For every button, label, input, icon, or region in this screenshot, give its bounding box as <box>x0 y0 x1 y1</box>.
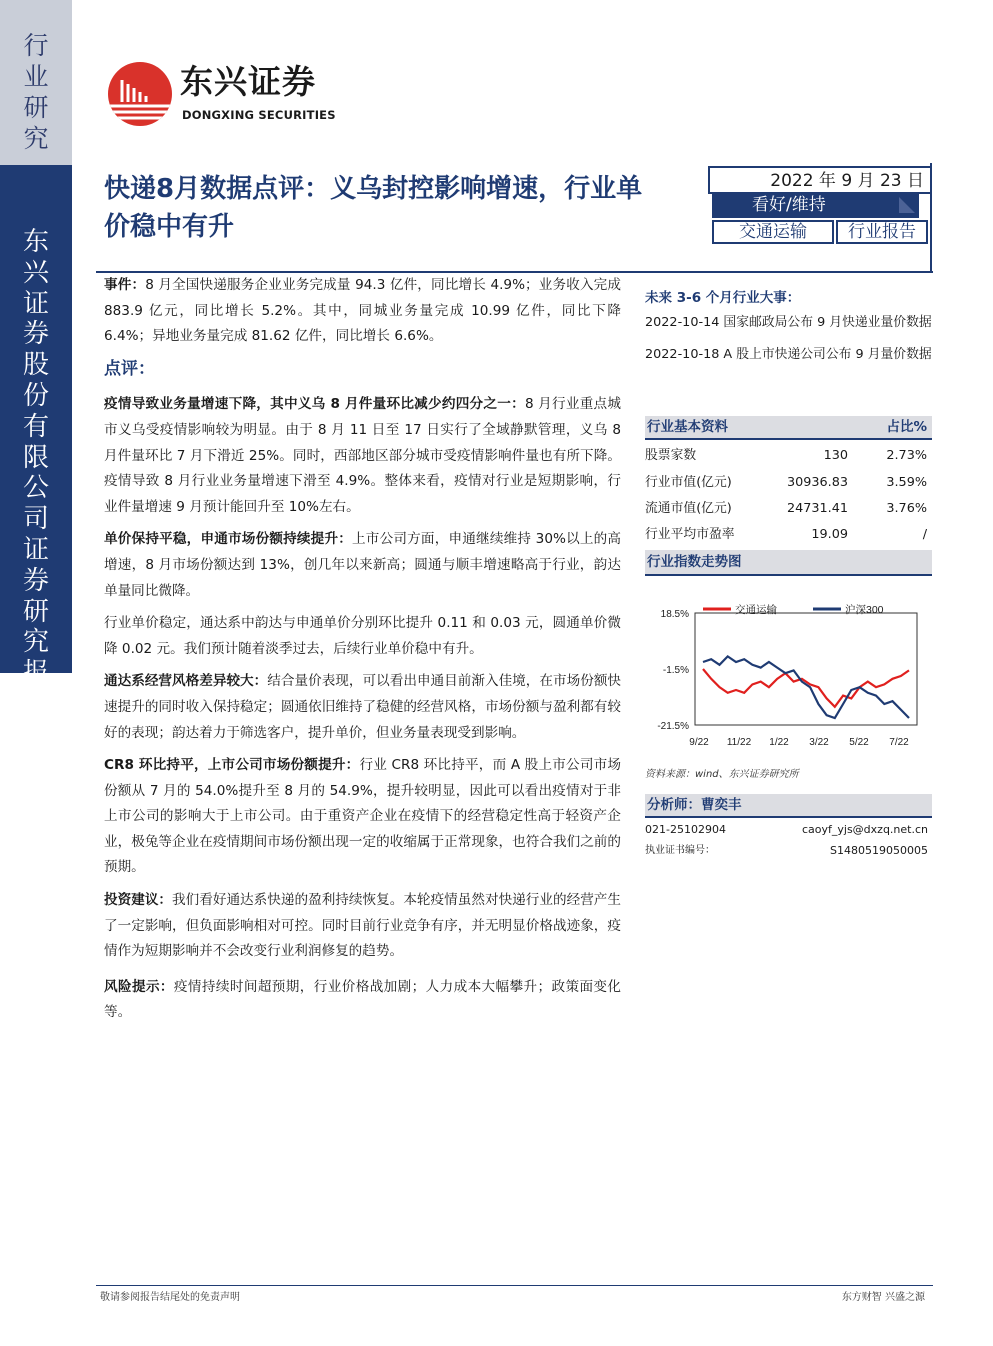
cert-number: S1480519050005 <box>830 844 928 857</box>
source-note: 资料来源：wind、东兴证券研究所 <box>645 769 799 780</box>
plot-area <box>695 613 917 725</box>
index-chart <box>645 585 932 760</box>
x-tick-label: 3/22 <box>809 737 829 748</box>
basic-info-header <box>645 416 932 440</box>
corner-triangle-icon <box>899 197 915 213</box>
report-date: 2022 年 9 月 23 日 <box>708 166 930 194</box>
paragraph: 风险提示：疫情持续时间超预期，行业价格战加剧；人力成本大幅攀升；政策面变化等。 <box>104 978 622 1021</box>
logo-icon <box>108 62 172 126</box>
analyst-phone: 021-25102904 <box>645 823 726 836</box>
legend-label: 沪深300 <box>845 604 884 616</box>
tag-type: 行业报告 <box>836 220 928 244</box>
footer-slogan: 东方财智 兴盛之源 <box>841 1292 925 1303</box>
x-tick-label: 11/22 <box>726 737 752 748</box>
logo-name: 东兴证券 <box>180 62 316 101</box>
rating-label: 看好/维持 <box>752 195 826 215</box>
analyst-header: 分析师：曹奕丰 <box>645 794 932 818</box>
y-tick-label: -1.5% <box>662 665 689 676</box>
x-tick-label: 5/22 <box>849 737 869 748</box>
date-rating-box <box>708 163 932 273</box>
paragraph: 疫情导致业务量增速下降，其中义乌 8 月件量环比减少约四分之一：8 月行业重点城市义乌受疫情影响较为明显。由于 8 月 11 日至 17 日实行了全域静默管理，义乌 8 月件量环比 7 月下滑近 25%。同时，西部地区部分城市受疫情影响件量也有所下降。疫情导致 8 月行业业务量增速下滑至 4.9%。整体来看，疫情对行业是短期影响，行业件量增速 9 月预计能回升至 10%左右。 <box>104 396 621 515</box>
sidebar-main-label: 东兴证券股份有限公司证券研究报告 <box>22 227 49 719</box>
events-section <box>645 290 932 368</box>
paragraph: 投资建议：我们看好通达系快递的盈利持续恢复。本轮疫情虽然对快递行业的经营产生了一定影响，但负面影响相对可控。同时目前行业竞争有序，并无明显价格战迹象，疫情作为短期影响并不会改变行业利润修复的趋势。 <box>104 892 622 960</box>
main-body <box>104 272 621 1033</box>
x-tick-label: 1/22 <box>769 737 789 748</box>
event-paragraph: 事件：8 月全国快递服务企业业务完成量 94.3 亿件，同比增长 4.9%；业务收入完成 883.9 亿元，同比增长 5.2%。其中，同城业务量完成 10.99 亿件，同比下降 6.4%；异地业务量完成 81.62 亿件，同比增长 6.6%。 <box>104 277 622 345</box>
x-tick-label: 9/22 <box>689 737 709 748</box>
index-chart-header: 行业指数走势图 <box>645 550 932 576</box>
paragraph: CR8 环比持平，上市公司市场份额提升：行业 CR8 环比持平，而 A 股上市公司市场份额从 7 月的 54.0%提升至 8 月的 54.9%，提升较明显，因此可以看出疫情对于非上市公司的影响大于上市公司。由于重资产企业在疫情下的经营稳定性高于轻资产企业，极兔等企业在疫情期间市场份额出现一定的收缩属于正常现象，也符合我们之前的预期。 <box>104 757 621 876</box>
x-tick-label: 7/22 <box>889 737 909 748</box>
table-row: 流通市值(亿元) 24731.41 3.76% <box>645 501 927 516</box>
tag-industry: 交通运输 <box>712 220 834 244</box>
footer-divider <box>96 1285 933 1286</box>
legend-label: 交通运输 <box>735 604 777 616</box>
rating-badge <box>712 193 919 218</box>
event-item: 2022-10-18 A 股上市快递公司公布 9 月量价数据 <box>645 347 932 362</box>
table-row: 股票家数 130 2.73% <box>645 448 927 463</box>
footer-disclaimer: 敬请参阅报告结尾处的免责声明 <box>100 1292 240 1303</box>
paragraph: 单价保持平稳，申通市场份额持续提升：上市公司方面，申通继续维持 30%以上的高增速，8 月市场份额达到 13%，创几年以来新高；圆通与顺丰增速略高于行业，韵达单量同比微降。 <box>104 531 621 599</box>
comment-heading: 点评： <box>104 358 155 379</box>
sidebar-main <box>0 165 72 719</box>
logo-name-en: DONGXING SECURITIES <box>182 108 336 122</box>
table-row: 行业市值(亿元) 30936.83 3.59% <box>645 475 927 490</box>
basic-info-title: 行业基本资料 <box>647 419 728 435</box>
y-tick-label: 18.5% <box>660 609 689 620</box>
event-item: 2022-10-14 国家邮政局公布 9 月快递业量价数据 <box>645 315 932 330</box>
table-row: 行业平均市盈率 19.09 / <box>645 527 927 542</box>
report-title: 快递8月数据点评：义乌封控影响增速，行业单价稳中有升 <box>104 174 643 242</box>
paragraph: 通达系经营风格差异较大：结合量价表现，可以看出申通目前渐入佳境，在市场份额快速提升的同时收入保持稳定；圆通依旧维持了稳健的经营风格，市场份额与盈利都有较好的表现；韵达着力于筛选客户，提升单价，但业务量表现受到影响。 <box>104 673 622 741</box>
analyst-email[interactable]: caoyf_yjs@dxzq.net.cn <box>801 823 928 836</box>
cert-label: 执业证书编号： <box>645 845 715 856</box>
sidebar-top-label: 行业研究 <box>23 31 49 153</box>
series-line <box>703 669 909 707</box>
y-tick-label: -21.5% <box>657 721 689 732</box>
paragraph: 行业单价稳定，通达系中韵达与申通单价分别环比提升 0.11 和 0.03 元，圆通单价微降 0.02 元。我们预计随着淡季过去，后续行业单价稳中有升。 <box>104 615 621 657</box>
pct-header: 占比% <box>886 419 927 435</box>
events-title: 未来 3-6 个月行业大事： <box>645 290 801 306</box>
sidebar-top <box>0 0 72 165</box>
